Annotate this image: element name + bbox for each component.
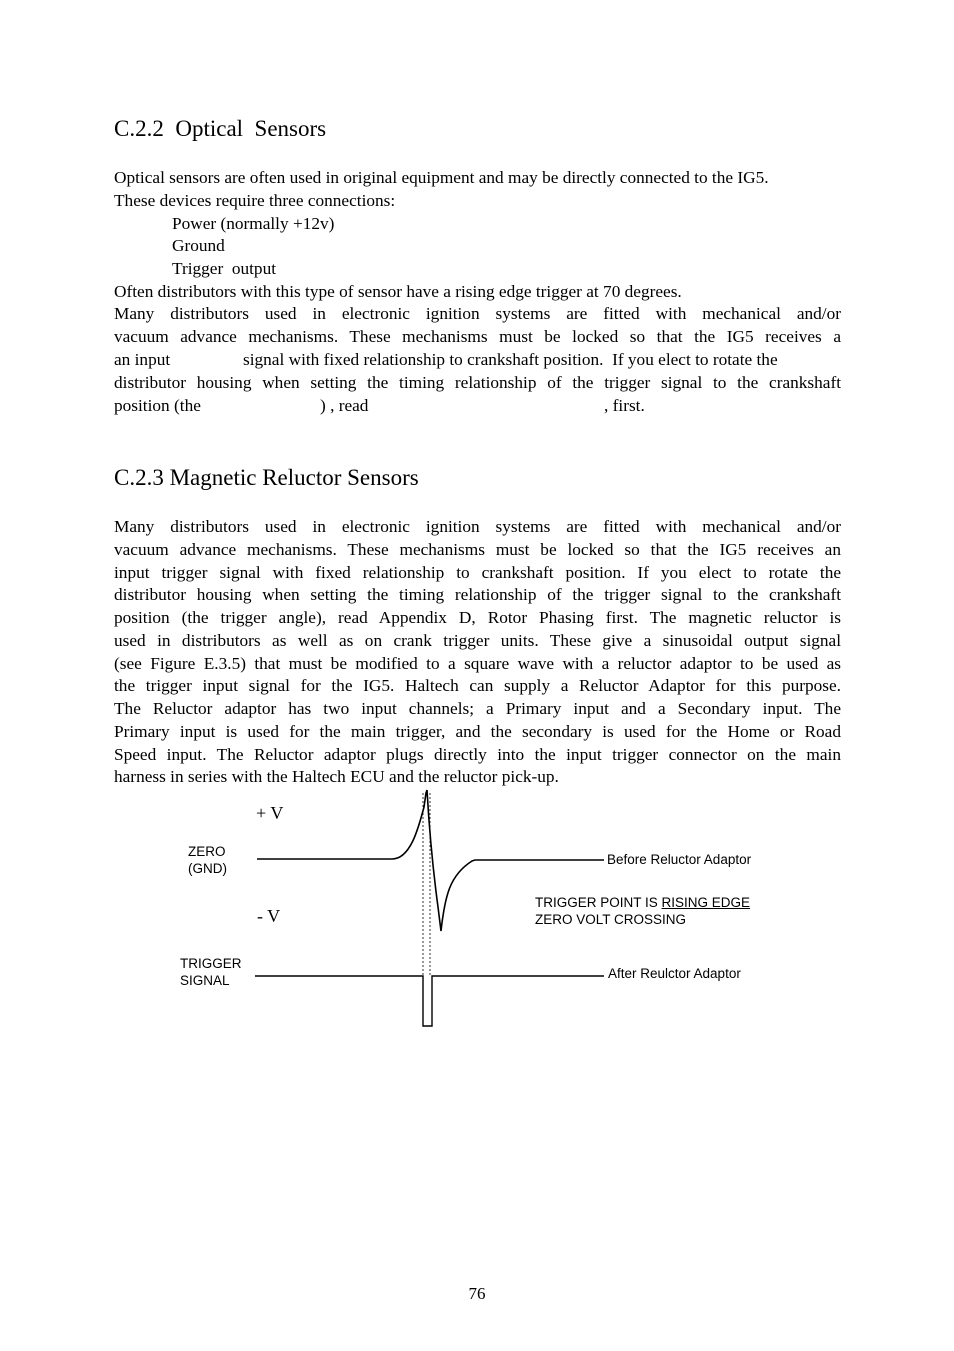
paragraph-line: harness in series with the Haltech ECU and the reluctor pick-up.	[114, 767, 559, 787]
trigger-signal-trace	[255, 976, 604, 1026]
trigger-point-note-line-2: ZERO VOLT CROSSING	[535, 912, 687, 927]
optical-para-line-3-end: signal with fixed relationship to crankshaft position. If you elect to rotate the	[243, 350, 778, 369]
optical-para-line-3-start: an input	[114, 350, 171, 369]
paragraph-line: (see Figure E.3.5) that must be modified to a square wave with a reluctor adaptor to be used as	[114, 653, 841, 673]
optical-para-line-3	[114, 349, 841, 372]
optical-para-line-5	[114, 395, 841, 418]
paragraph-line: The Reluctor adaptor has two input channels; a Primary input and a Secondary input. The	[114, 699, 841, 718]
zero-label-line-1: ZERO	[188, 844, 226, 859]
page-number: 76	[468, 1284, 486, 1303]
reluctor-paragraph	[114, 516, 841, 789]
paragraph-line: position (the trigger angle), read Appendix D, Rotor Phasing first. The magnetic reluctor is	[114, 608, 841, 627]
optical-para-line-5-start: position (the	[114, 396, 201, 415]
before-adaptor-label: Before Reluctor Adaptor	[607, 852, 752, 867]
reluctor-waveform-figure	[170, 785, 810, 1035]
optical-para-line-4: distributor housing when setting the timing relationship of the trigger signal to the crankshaft	[114, 373, 841, 392]
optical-para-line-2: vacuum advance mechanisms. These mechanisms must be locked so that the IG5 receives a	[114, 327, 841, 346]
trigger-label-line-1: TRIGGER	[180, 956, 242, 971]
optical-intro-line-1: Optical sensors are often used in original equipment and may be directly connected to the IG5.	[114, 168, 769, 187]
trigger-point-prefix: TRIGGER POINT IS	[535, 895, 662, 910]
optical-para-line-5-mid: ) , read	[320, 396, 369, 415]
paragraph-line: input trigger signal with fixed relationship to crankshaft position. If you elect to rotate the	[114, 562, 841, 582]
plus-v-label: + V	[256, 803, 284, 823]
paragraph-line: Many distributors used in electronic ignition systems are fitted with mechanical and/or	[114, 517, 841, 536]
connection-item-ground: Ground	[172, 236, 225, 255]
rising-edge-emphasis: RISING EDGE	[661, 895, 751, 910]
paragraph-line: vacuum advance mechanisms. These mechanisms must be locked so that the IG5 receives an	[114, 539, 841, 559]
after-adaptor-label: After Reulctor Adaptor	[608, 966, 741, 981]
paragraph-line: Primary input is used for the main trigger, and the secondary is used for the Home or Road	[114, 721, 841, 741]
minus-v-label: - V	[257, 906, 281, 926]
optical-intro-line-2: These devices require three connections:	[114, 191, 396, 210]
trigger-point-note-line-1	[535, 895, 750, 911]
section-heading-optical-sensors: C.2.2 Optical Sensors	[114, 116, 327, 141]
trigger-label-line-2: SIGNAL	[180, 973, 230, 988]
optical-para-line-5-end: , first.	[604, 396, 645, 415]
paragraph-line: used in distributors as well as on crank trigger units. These give a sinusoidal output signal	[114, 630, 841, 650]
zero-label-line-2: (GND)	[188, 861, 227, 876]
optical-para-line-1: Many distributors used in electronic ignition systems are fitted with mechanical and/or	[114, 304, 841, 323]
connection-item-power: Power (normally +12v)	[172, 214, 335, 233]
paragraph-line: distributor housing when setting the timing relationship of the trigger signal to the crankshaft	[114, 585, 841, 605]
paragraph-line: the trigger input signal for the IG5. Haltech can supply a Reluctor Adaptor for this purpose.	[114, 676, 841, 696]
section-heading-magnetic-reluctor-sensors: C.2.3 Magnetic Reluctor Sensors	[114, 465, 419, 490]
connection-item-trigger: Trigger output	[172, 259, 277, 278]
paragraph-line: Speed input. The Reluctor adaptor plugs directly into the input trigger connector on the main	[114, 744, 841, 764]
distributor-note: Often distributors with this type of sensor have a rising edge trigger at 70 degrees.	[114, 282, 682, 301]
